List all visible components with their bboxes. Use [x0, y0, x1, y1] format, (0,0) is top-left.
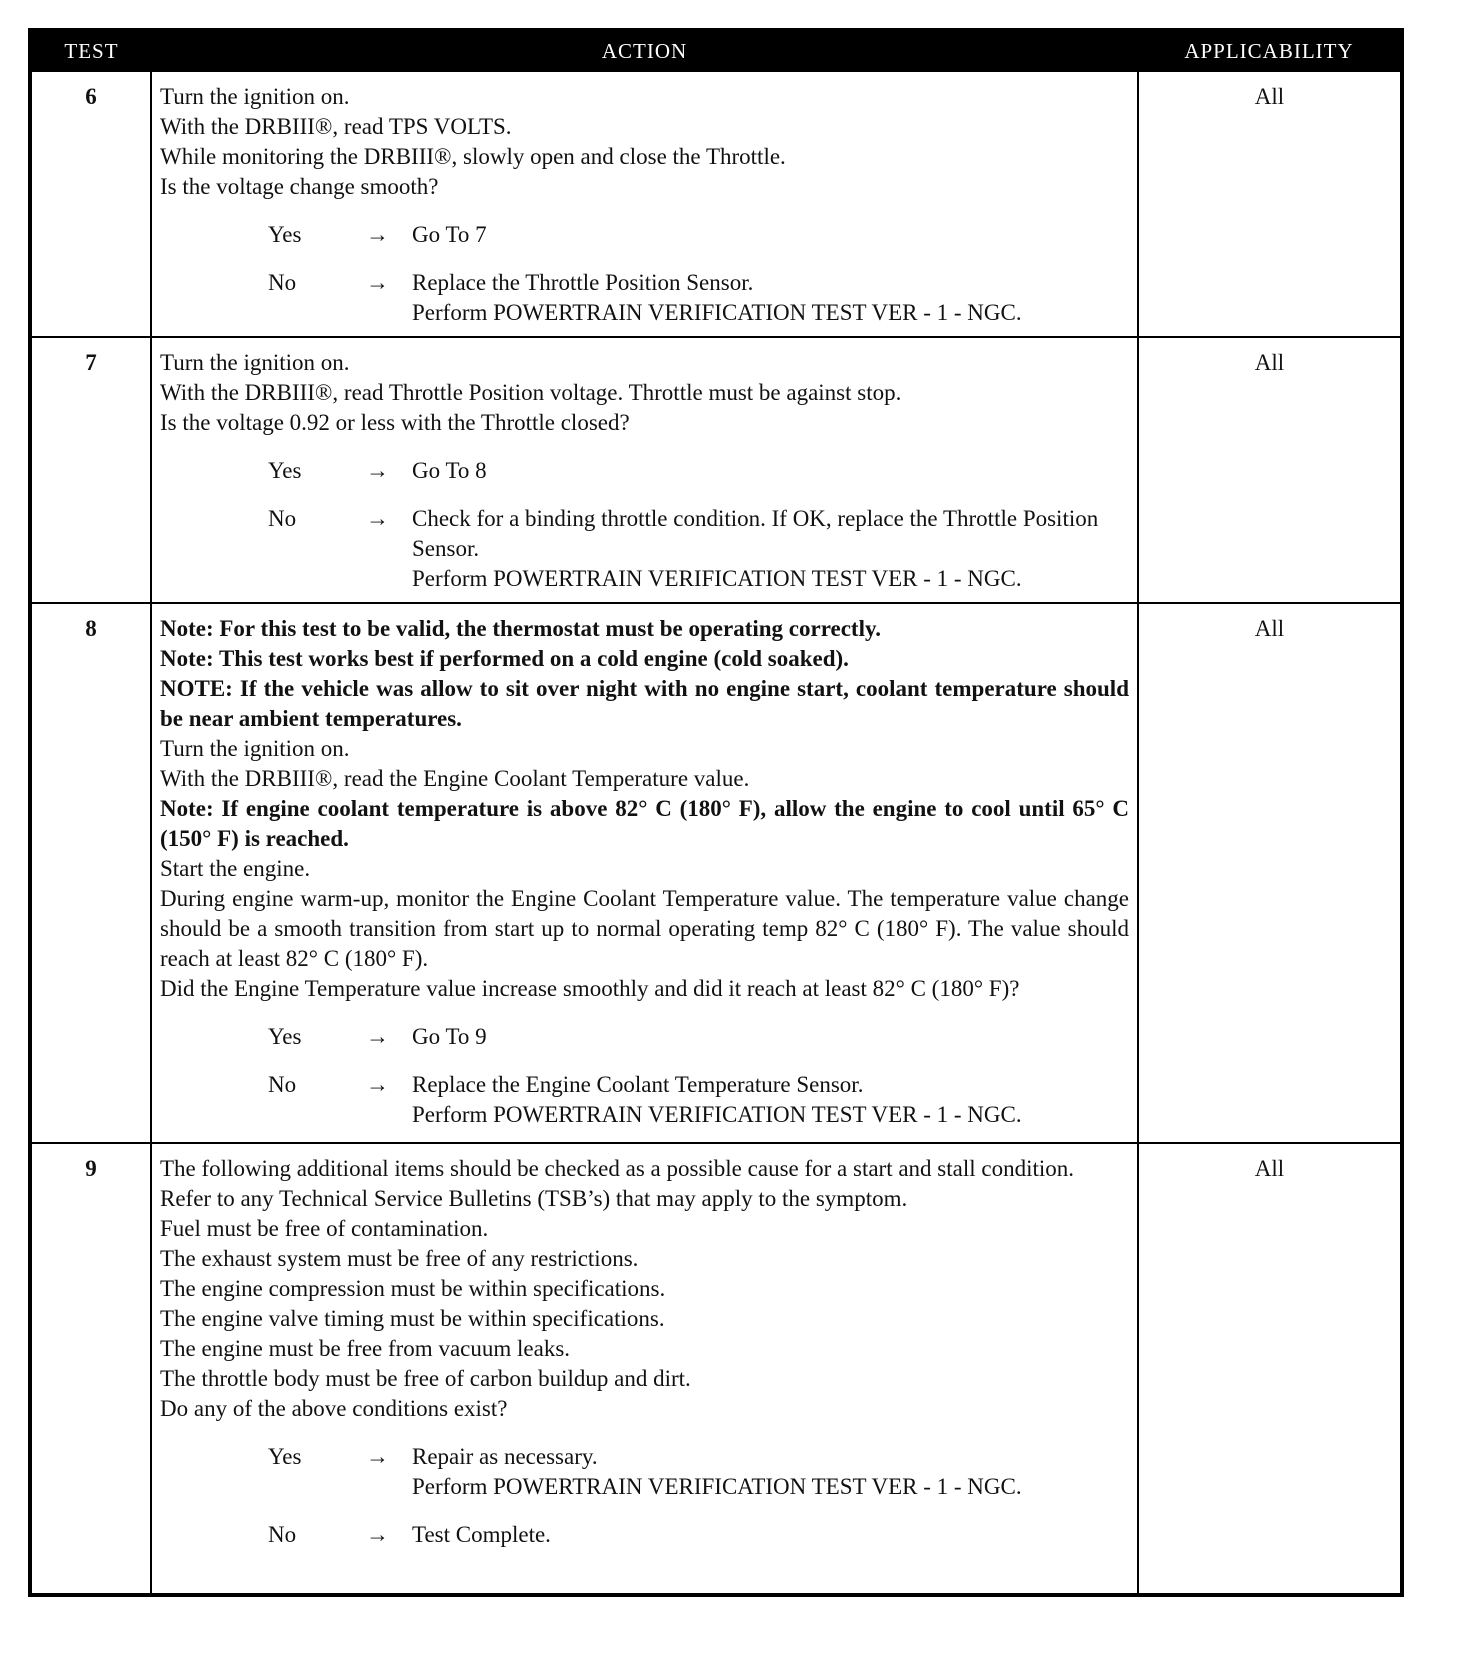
- action-line: The following additional items should be checked as a possible cause for a start and stall condition.: [160, 1156, 1075, 1181]
- applicability-cell: All: [1138, 71, 1402, 337]
- arrow-right-icon: →: [366, 458, 389, 483]
- outcome-line: Test Complete.: [412, 1522, 551, 1547]
- outcome-line: Replace the Engine Coolant Temperature Sensor.: [412, 1072, 864, 1097]
- yes-outcome: [160, 1442, 1129, 1502]
- test-row-9: [30, 1143, 1402, 1595]
- test-row-7: [30, 337, 1402, 603]
- action-line: Start the engine.: [160, 856, 311, 881]
- applicability-cell: All: [1138, 603, 1402, 1143]
- arrow-right-icon: →: [366, 270, 389, 295]
- action-line: The engine valve timing must be within specifications.: [160, 1306, 665, 1331]
- outcome-line: Perform POWERTRAIN VERIFICATION TEST VER - 1 - NGC.: [412, 566, 1022, 591]
- note-line: NOTE: If the vehicle was allow to sit over night with no engine start, coolant temperature should be near ambient temperatures.: [160, 676, 1129, 731]
- test-number: 8: [30, 603, 151, 1143]
- action-line: With the DRBIII®, read TPS VOLTS.: [160, 114, 512, 139]
- outcome-result: [412, 1022, 1129, 1052]
- note-line: Note: This test works best if performed on a cold engine (cold soaked).: [160, 646, 849, 671]
- header-applicability: APPLICABILITY: [1138, 30, 1402, 71]
- action-line: The engine compression must be within specifications.: [160, 1276, 666, 1301]
- yes-outcome: [160, 220, 1129, 250]
- outcome-line: Perform POWERTRAIN VERIFICATION TEST VER - 1 - NGC.: [412, 300, 1022, 325]
- action-cell: [151, 603, 1138, 1143]
- no-label: No: [268, 270, 297, 295]
- arrow-right-icon: →: [366, 1072, 389, 1097]
- outcome-line: Go To 8: [412, 458, 487, 483]
- header-action: ACTION: [151, 30, 1138, 71]
- arrow-right-icon: →: [366, 222, 389, 247]
- arrow-right-icon: →: [366, 1024, 389, 1049]
- test-number: 6: [30, 71, 151, 337]
- arrow-right-icon: →: [366, 506, 389, 531]
- yes-outcome: [160, 456, 1129, 486]
- note-line: Note: For this test to be valid, the thermostat must be operating correctly.: [160, 616, 881, 641]
- yes-label: Yes: [268, 222, 302, 247]
- outcome-line: Go To 9: [412, 1024, 487, 1049]
- yes-outcome: [160, 1022, 1129, 1052]
- test-number: 7: [30, 337, 151, 603]
- action-line: Turn the ignition on.: [160, 736, 350, 761]
- no-outcome: [160, 268, 1129, 328]
- note-line: Note: If engine coolant temperature is above 82° C (180° F), allow the engine to cool until 65° C (150° F) is reached.: [160, 796, 1129, 851]
- no-label: No: [268, 506, 297, 531]
- outcome-result: [412, 220, 1129, 250]
- action-line: Fuel must be free of contamination.: [160, 1216, 489, 1241]
- action-cell: [151, 337, 1138, 603]
- table-header-row: [30, 30, 1402, 71]
- action-line: Is the voltage change smooth?: [160, 174, 439, 199]
- test-row-6: [30, 71, 1402, 337]
- action-line: Turn the ignition on.: [160, 84, 350, 109]
- no-outcome: [160, 1070, 1129, 1130]
- action-line: The exhaust system must be free of any restrictions.: [160, 1246, 639, 1271]
- arrow-right-icon: →: [366, 1444, 389, 1469]
- action-line: Turn the ignition on.: [160, 350, 350, 375]
- outcome-result: [412, 456, 1129, 486]
- outcome-line: Perform POWERTRAIN VERIFICATION TEST VER - 1 - NGC.: [412, 1474, 1022, 1499]
- yes-label: Yes: [268, 1024, 302, 1049]
- test-row-8: [30, 603, 1402, 1143]
- action-cell: [151, 1143, 1138, 1595]
- outcome-result: [412, 504, 1129, 594]
- outcome-result: [412, 1070, 1129, 1130]
- no-outcome: [160, 504, 1129, 594]
- action-line: With the DRBIII®, read Throttle Position voltage. Throttle must be against stop.: [160, 380, 902, 405]
- yes-label: Yes: [268, 1444, 302, 1469]
- outcome-result: [412, 1442, 1129, 1502]
- action-line: The throttle body must be free of carbon buildup and dirt.: [160, 1366, 691, 1391]
- action-line: With the DRBIII®, read the Engine Coolant Temperature value.: [160, 766, 750, 791]
- action-line: While monitoring the DRBIII®, slowly open and close the Throttle.: [160, 144, 786, 169]
- no-label: No: [268, 1072, 297, 1097]
- applicability-cell: All: [1138, 337, 1402, 603]
- outcome-line: Go To 7: [412, 222, 487, 247]
- outcome-result: [412, 268, 1129, 328]
- outcome-line: Repair as necessary.: [412, 1444, 598, 1469]
- test-number: 9: [30, 1143, 151, 1595]
- action-line: During engine warm-up, monitor the Engine Coolant Temperature value. The temperature value change should be a smooth transition from start up to normal operating temp 82° C (180° F). The value should reach at least 82° C (180° F).: [160, 886, 1129, 971]
- outcome-line: Check for a binding throttle condition. If OK, replace the Throttle Position Sensor.: [412, 506, 1099, 561]
- arrow-right-icon: →: [366, 1522, 389, 1547]
- applicability-cell: All: [1138, 1143, 1402, 1595]
- no-outcome: [160, 1520, 1129, 1550]
- action-line: Is the voltage 0.92 or less with the Throttle closed?: [160, 410, 630, 435]
- header-test: TEST: [30, 30, 151, 71]
- diagnostic-test-table: [28, 28, 1404, 1597]
- yes-label: Yes: [268, 458, 302, 483]
- action-line: Do any of the above conditions exist?: [160, 1396, 508, 1421]
- action-line: Did the Engine Temperature value increase smoothly and did it reach at least 82° C (180° F)?: [160, 976, 1020, 1001]
- action-cell: [151, 71, 1138, 337]
- no-label: No: [268, 1522, 297, 1547]
- outcome-result: [412, 1520, 1129, 1550]
- outcome-line: Replace the Throttle Position Sensor.: [412, 270, 754, 295]
- action-line: Refer to any Technical Service Bulletins (TSB’s) that may apply to the symptom.: [160, 1186, 908, 1211]
- outcome-line: Perform POWERTRAIN VERIFICATION TEST VER - 1 - NGC.: [412, 1102, 1022, 1127]
- action-line: The engine must be free from vacuum leaks.: [160, 1336, 571, 1361]
